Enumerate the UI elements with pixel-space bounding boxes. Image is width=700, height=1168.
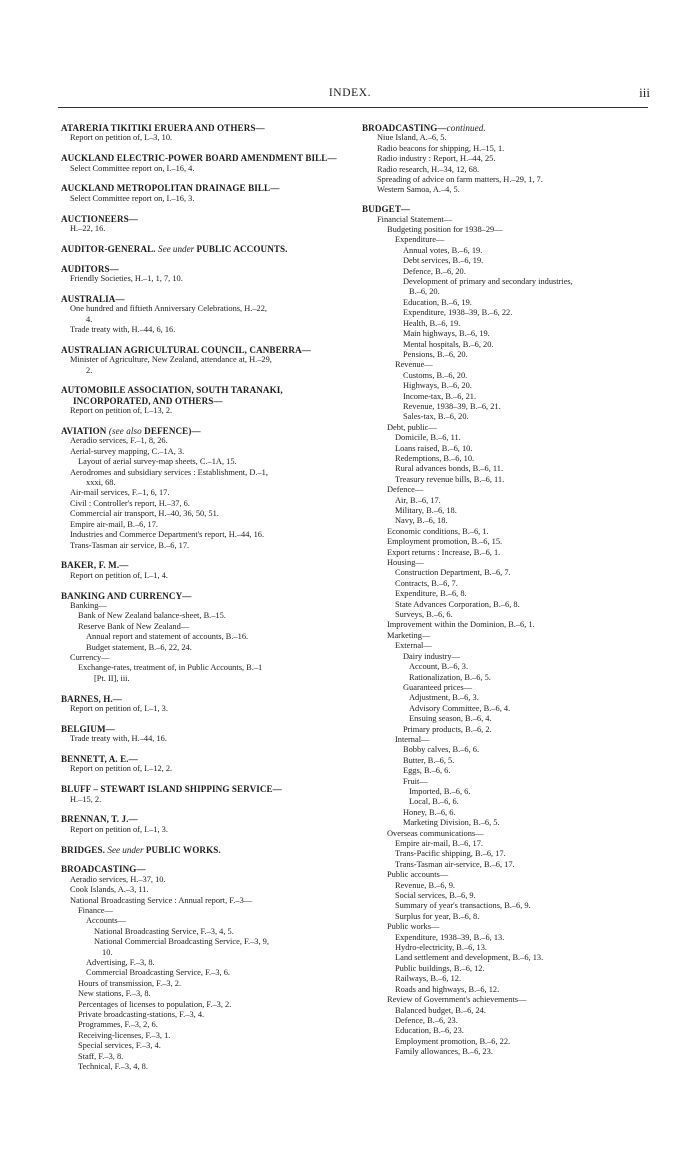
index-entry <box>61 560 345 581</box>
index-heading-text: AVIATION <box>61 426 107 437</box>
index-subentry: 4. <box>86 314 93 324</box>
index-heading <box>61 754 345 764</box>
see-target: PUBLIC ACCOUNTS. <box>196 243 288 254</box>
index-subentry: Hydro-electricity, B.–6, 13. <box>395 943 488 953</box>
index-heading-text: BANKING AND CURRENCY— <box>61 590 192 601</box>
index-subentry: Revenue, 1938–39, B.–6, 21. <box>403 401 501 411</box>
index-subentry: Reserve Bank of New Zealand— <box>78 621 190 631</box>
index-subentry: Finance— <box>78 906 113 915</box>
index-subentry: Select Committee report on, I.–16, 3. <box>70 193 195 203</box>
index-subentry: Social services, B.–6, 9. <box>395 891 476 901</box>
index-subentry: [Pt. II], iii. <box>94 673 130 683</box>
index-subentry: Civil : Controller's report, H.–37, 6. <box>70 498 190 508</box>
index-subentry: Debt services, B.–6, 19. <box>403 256 484 266</box>
index-subentry: Primary products, B.–6, 2. <box>403 724 492 734</box>
index-subentry: Empire air-mail, B.–6, 17. <box>70 519 158 529</box>
index-subentry: H.–22, 16. <box>70 224 106 234</box>
index-entry <box>362 123 654 196</box>
index-entry <box>61 183 345 204</box>
index-subentry: Contracts, B.–6, 7. <box>395 578 458 588</box>
index-heading <box>61 724 345 734</box>
index-heading-text: AUCKLAND ELECTRIC-POWER BOARD AMENDMENT BILL— <box>61 153 337 164</box>
index-subentry: Education, B.–6, 19. <box>403 297 472 307</box>
index-subentry: B.–6, 20. <box>409 287 440 297</box>
index-subentry: Summary of year's transactions, B.–6, 9. <box>395 901 531 911</box>
index-subentry: Surveys, B.–6, 6. <box>395 610 453 620</box>
index-subentry: Radio research, H.–34, 12, 68. <box>377 164 480 174</box>
index-subentry: Budgeting position for 1938–29— <box>387 225 503 235</box>
index-subentry: Expenditure, B.–6, 8. <box>395 589 467 599</box>
index-subentry: Advertising, F.–3, 8. <box>86 958 155 968</box>
index-subentry: Commercial Broadcasting Service, F.–3, 6. <box>86 968 230 978</box>
index-subentry: Defence— <box>387 485 424 495</box>
index-subentry: Aerial-survey mapping, C.–1A, 3. <box>70 446 185 456</box>
index-subentry: Private broadcasting-stations, F.–3, 4. <box>78 1010 205 1020</box>
index-subentry: Bobby calves, B.–6, 6. <box>403 745 480 755</box>
index-subentry: External— <box>395 641 432 651</box>
index-heading-text: BRENNAN, T. J.— <box>61 814 138 825</box>
index-heading <box>61 264 345 274</box>
index-subentry: Annual votes, B.–6, 19. <box>403 245 483 255</box>
index-heading <box>61 345 345 355</box>
index-subentry: Navy, B.–6, 18. <box>395 516 448 526</box>
index-subentry: Military, B.–6, 18. <box>395 506 457 516</box>
index-subentry: Exchange-rates, treatment of, in Public Accounts, B.–1 <box>78 663 263 673</box>
index-heading-text: BLUFF – STEWART ISLAND SHIPPING SERVICE— <box>61 784 282 795</box>
index-subentry: Currency— <box>70 652 110 662</box>
index-subentry: 2. <box>86 365 93 375</box>
index-subentry: Mental hospitals, B.–6, 20. <box>403 339 494 349</box>
index-entry <box>61 153 345 174</box>
index-subentry: Radio beacons for shipping, H.–15, 1. <box>377 143 505 153</box>
index-subentry: Housing— <box>387 558 424 568</box>
index-subentry: H.–15, 2. <box>70 794 102 804</box>
index-subentry: Empire air-mail, B.–6, 17. <box>395 839 483 849</box>
index-heading-text: BENNETT, A. E.— <box>61 753 138 764</box>
index-subentry: Family allowances, B.–6, 23. <box>395 1047 493 1057</box>
index-subentry: Air, B.–6, 17. <box>395 495 441 505</box>
index-subentry: Public accounts— <box>387 870 449 880</box>
index-heading-text: BELGIUM— <box>61 723 115 734</box>
index-subentry: Roads and highways, B.–6, 12. <box>395 984 500 994</box>
index-entry <box>61 591 345 685</box>
index-heading <box>61 845 345 855</box>
index-subentry: Improvement within the Dominion, B.–6, 1. <box>387 620 535 630</box>
index-subentry: Aerodromes and subsidiary services : Establishment, D.–1, <box>70 467 268 477</box>
index-entry <box>362 204 654 1057</box>
index-subentry: Annual report and statement of accounts, B.–16. <box>86 632 249 642</box>
index-subentry: National Broadcasting Service, F.–3, 4, 5. <box>94 926 234 936</box>
index-heading <box>61 123 345 133</box>
page-title: INDEX. <box>328 87 372 99</box>
index-subentry: Commercial air transport, H.–40, 36, 50, 51. <box>70 509 219 519</box>
index-heading-text: BROADCASTING— <box>61 864 146 875</box>
index-heading-text: AUDITORS— <box>61 263 119 274</box>
index-heading <box>61 814 345 824</box>
index-heading-text: BROADCASTING— <box>362 123 447 133</box>
see-reference: See under <box>107 844 144 855</box>
index-heading-text: AUCKLAND METROPOLITAN DRAINAGE BILL— <box>61 183 280 194</box>
index-subentry: 10. <box>102 947 113 957</box>
index-subentry: Public works— <box>387 922 440 932</box>
index-subentry: Trade treaty with, H.–44, 16. <box>70 734 167 744</box>
index-subentry: One hundred and fiftieth Anniversary Celebrations, H.–22, <box>70 304 267 314</box>
index-entry <box>61 294 345 336</box>
index-subentry: Economic conditions, B.–6, 1. <box>387 526 489 536</box>
index-subentry: Spreading of advice on farm matters, H.–29, 1, 7. <box>377 175 543 185</box>
see-reference: See under <box>158 243 195 254</box>
index-heading <box>61 294 345 304</box>
index-subentry: Friendly Societies, H.–1, 1, 7, 10. <box>70 274 183 284</box>
index-subentry: Employment promotion, B.–6, 15. <box>387 537 503 547</box>
index-heading <box>61 784 345 794</box>
index-heading <box>61 214 345 224</box>
index-subentry: Staff, F.–3, 8. <box>78 1051 124 1061</box>
index-subentry: Treasury revenue bills, B.–6, 11. <box>395 474 505 484</box>
index-subentry: Customs, B.–6, 20. <box>403 370 468 380</box>
index-heading <box>362 204 654 214</box>
index-column-right <box>362 123 654 1058</box>
index-subentry: Development of primary and secondary industries, <box>403 277 573 287</box>
index-entry <box>61 784 345 805</box>
index-subentry: Trans-Pacific shipping, B.–6, 17. <box>395 849 506 859</box>
index-heading-text: AUTOMOBILE ASSOCIATION, SOUTH TARANAKI, INCORPORATED, AND OTHERS— <box>61 385 283 406</box>
index-subentry: Butter, B.–6, 5. <box>403 755 455 765</box>
index-subentry: Rationalization, B.–6, 5. <box>409 672 491 682</box>
index-subentry: State Advances Corporation, B.–6, 8. <box>395 599 520 609</box>
index-subentry: Cook Islands, A.–3, 11. <box>70 885 149 895</box>
index-subentry: National Commercial Broadcasting Service, F.–3, 9, <box>94 937 269 947</box>
index-heading <box>61 591 345 601</box>
see-target: PUBLIC WORKS. <box>145 844 221 855</box>
index-heading <box>61 244 345 254</box>
index-subentry: Radio industry : Report, H.–44, 25. <box>377 154 496 164</box>
index-entry <box>61 814 345 835</box>
index-subentry: Air-mail services, F.–1, 6, 17. <box>70 488 170 498</box>
index-heading <box>61 694 345 704</box>
index-subentry: Marketing— <box>387 630 431 640</box>
index-subentry: Balanced budget, B.–6, 24. <box>395 1005 486 1015</box>
index-subentry: xxxi, 68. <box>86 478 116 488</box>
index-subentry: Report on petition of, I.–1, 3. <box>70 703 168 713</box>
index-subentry: Report on petition of, I.–1, 4. <box>70 570 168 580</box>
index-entry <box>61 264 345 285</box>
index-subentry: Main highways, B.–6, 19. <box>403 329 490 339</box>
index-entry <box>61 724 345 745</box>
index-heading-text: AUDITOR-GENERAL. <box>61 243 156 254</box>
index-subentry: Financial Statement— <box>377 214 453 224</box>
index-entry <box>61 385 345 416</box>
index-entry <box>61 244 345 254</box>
index-subentry: Honey, B.–6, 6. <box>403 807 456 817</box>
index-subentry: Aeradio services, F.–1, 8, 26. <box>70 436 168 446</box>
index-column-left <box>61 123 345 1073</box>
index-heading <box>61 183 345 193</box>
index-subentry: Local, B.–6, 6. <box>409 797 459 807</box>
index-subentry: Railways, B.–6, 12. <box>395 974 462 984</box>
index-subentry: Expenditure, 1938–39, B.–6, 22. <box>403 308 513 318</box>
index-subentry: Export returns : Increase, B.–6, 1. <box>387 547 501 557</box>
index-subentry: Imported, B.–6, 6. <box>409 786 471 796</box>
index-subentry: Eggs, B.–6, 6. <box>403 766 451 776</box>
index-entry <box>61 694 345 715</box>
index-subentry: Education, B.–6, 23. <box>395 1026 464 1036</box>
index-subentry: Select Committee report on, I.–16, 4. <box>70 163 195 173</box>
index-subentry: Accounts— <box>86 916 127 926</box>
index-subentry: Marketing Division, B.–6, 5. <box>403 818 500 828</box>
index-subentry: Programmes, F.–3, 2, 6. <box>78 1020 158 1030</box>
index-subentry: Public buildings, B.–6, 12. <box>395 963 485 973</box>
index-subentry: Loans raised, B.–6, 10. <box>395 443 473 453</box>
index-subentry: Sales-tax, B.–6, 20. <box>403 412 469 422</box>
index-subentry: National Broadcasting Service : Annual report, F.–3— <box>70 895 253 905</box>
index-subentry: Land settlement and development, B.–6, 13. <box>395 953 544 963</box>
index-subentry: Defence, B.–6, 23. <box>395 1015 458 1025</box>
index-subentry: Report on petition of, I.–1, 3. <box>70 824 168 834</box>
index-heading-text: AUSTRALIA— <box>61 293 125 304</box>
index-subentry: Niue Island, A.–6, 5. <box>377 133 447 143</box>
index-entry <box>61 345 345 376</box>
index-subentry: Defence, B.–6, 20. <box>403 266 466 276</box>
index-heading-text: BRIDGES. <box>61 844 106 855</box>
index-entry <box>61 426 345 551</box>
index-subentry: Redemptions, B.–6, 10. <box>395 453 475 463</box>
index-entry <box>61 845 345 855</box>
index-heading-text: BUDGET— <box>362 204 411 215</box>
index-subentry: Construction Department, B.–6, 7. <box>395 568 511 578</box>
index-heading <box>61 385 345 406</box>
index-subentry: Fruit— <box>403 776 428 786</box>
index-heading <box>362 123 654 133</box>
index-subentry: Domicile, B.–6, 11. <box>395 433 461 443</box>
index-subentry: Advisory Committee, B.–6, 4. <box>409 703 511 713</box>
index-entry <box>61 214 345 235</box>
index-subentry: Budget statement, B.–6, 22, 24. <box>86 642 192 652</box>
index-heading-text: AUSTRALIAN AGRICULTURAL COUNCIL, CANBERRA— <box>61 344 311 355</box>
index-subentry: Percentages of licenses to population, F.–3, 2. <box>78 999 232 1009</box>
index-subentry: Revenue— <box>395 360 433 370</box>
index-heading <box>61 560 345 570</box>
index-subentry: Health, B.–6, 19. <box>403 318 461 328</box>
index-subentry: Ensuing season, B.–6, 4. <box>409 714 492 724</box>
index-heading <box>61 153 345 163</box>
index-subentry: Dairy industry— <box>403 651 460 661</box>
index-subentry: Report on petition of, I.–12, 2. <box>70 764 173 774</box>
index-heading-after: DEFENCE)— <box>144 426 201 437</box>
index-subentry: Layout of aerial survey-map sheets, C.–1A, 15. <box>78 457 237 467</box>
page-number: iii <box>639 85 650 100</box>
index-subentry: Highways, B.–6, 20. <box>403 381 472 391</box>
index-subentry: Surplus for year, B.–6, 8. <box>395 911 480 921</box>
index-subentry: Guaranteed prices— <box>403 682 473 692</box>
index-subentry: Trans-Tasman air service, B.–6, 17. <box>70 540 190 550</box>
index-entry <box>61 864 345 1072</box>
index-heading-italic: continued. <box>446 123 486 133</box>
index-subentry: Western Samoa, A.–4, 5. <box>377 185 460 195</box>
index-subentry: Industries and Commerce Department's report, H.–44, 16. <box>70 530 265 540</box>
index-heading-text: BAKER, F. M.— <box>61 560 129 571</box>
index-subentry: Account, B.–6, 3. <box>409 662 469 672</box>
index-subentry: Minister of Agriculture, New Zealand, attendance at, H.–29, <box>70 355 272 365</box>
index-heading-italic: (see also <box>108 426 142 437</box>
index-subentry: Overseas communications— <box>387 828 484 838</box>
index-subentry: Receiving-licenses, F.–3, 1. <box>78 1030 171 1040</box>
index-subentry: Expenditure, 1938–39, B.–6, 13. <box>395 932 505 942</box>
index-entry <box>61 754 345 775</box>
index-subentry: New stations, F.–3, 8. <box>78 989 151 999</box>
index-subentry: Trade treaty with, H.–44, 6, 16. <box>70 325 176 335</box>
index-heading <box>61 426 345 436</box>
index-subentry: Revenue, B.–6, 9. <box>395 880 456 890</box>
header-rule <box>58 107 648 108</box>
index-heading-text: BARNES, H.— <box>61 693 122 704</box>
index-subentry: Income-tax, B.–6, 21. <box>403 391 477 401</box>
index-subentry: Banking— <box>70 600 107 610</box>
index-subentry: Technical, F.–3, 4, 8. <box>78 1062 148 1072</box>
index-subentry: Aeradio services, H.–37, 10. <box>70 874 166 884</box>
index-subentry: Hours of transmission, F.–3, 2. <box>78 978 182 988</box>
index-heading-text: ATARERIA TIKITIKI ERUERA AND OTHERS— <box>61 123 265 133</box>
index-heading-text: AUCTIONEERS— <box>61 213 138 224</box>
index-subentry: Report on petition of, I.–13, 2. <box>70 406 173 416</box>
index-subentry: Expenditure— <box>395 235 445 245</box>
index-subentry: Debt, public— <box>387 422 437 432</box>
index-subentry: Pensions, B.–6, 20. <box>403 349 468 359</box>
index-subentry: Review of Government's achievements— <box>387 995 527 1005</box>
index-subentry: Internal— <box>395 734 430 744</box>
index-subentry: Adjustment, B.–6, 3. <box>409 693 479 703</box>
index-subentry: Employment promotion, B.–6, 22. <box>395 1036 511 1046</box>
index-subentry: Report on petition of, I.–3, 10. <box>70 133 173 143</box>
index-entry <box>61 123 345 144</box>
index-subentry: Trans-Tasman air-service, B.–6, 17. <box>395 859 515 869</box>
index-subentry: Bank of New Zealand balance-sheet, B.–15. <box>78 611 226 621</box>
index-subentry: Special services, F.–3, 4. <box>78 1041 161 1051</box>
index-subentry: Rural advances bonds, B.–6, 11. <box>395 464 504 474</box>
index-heading <box>61 864 345 874</box>
